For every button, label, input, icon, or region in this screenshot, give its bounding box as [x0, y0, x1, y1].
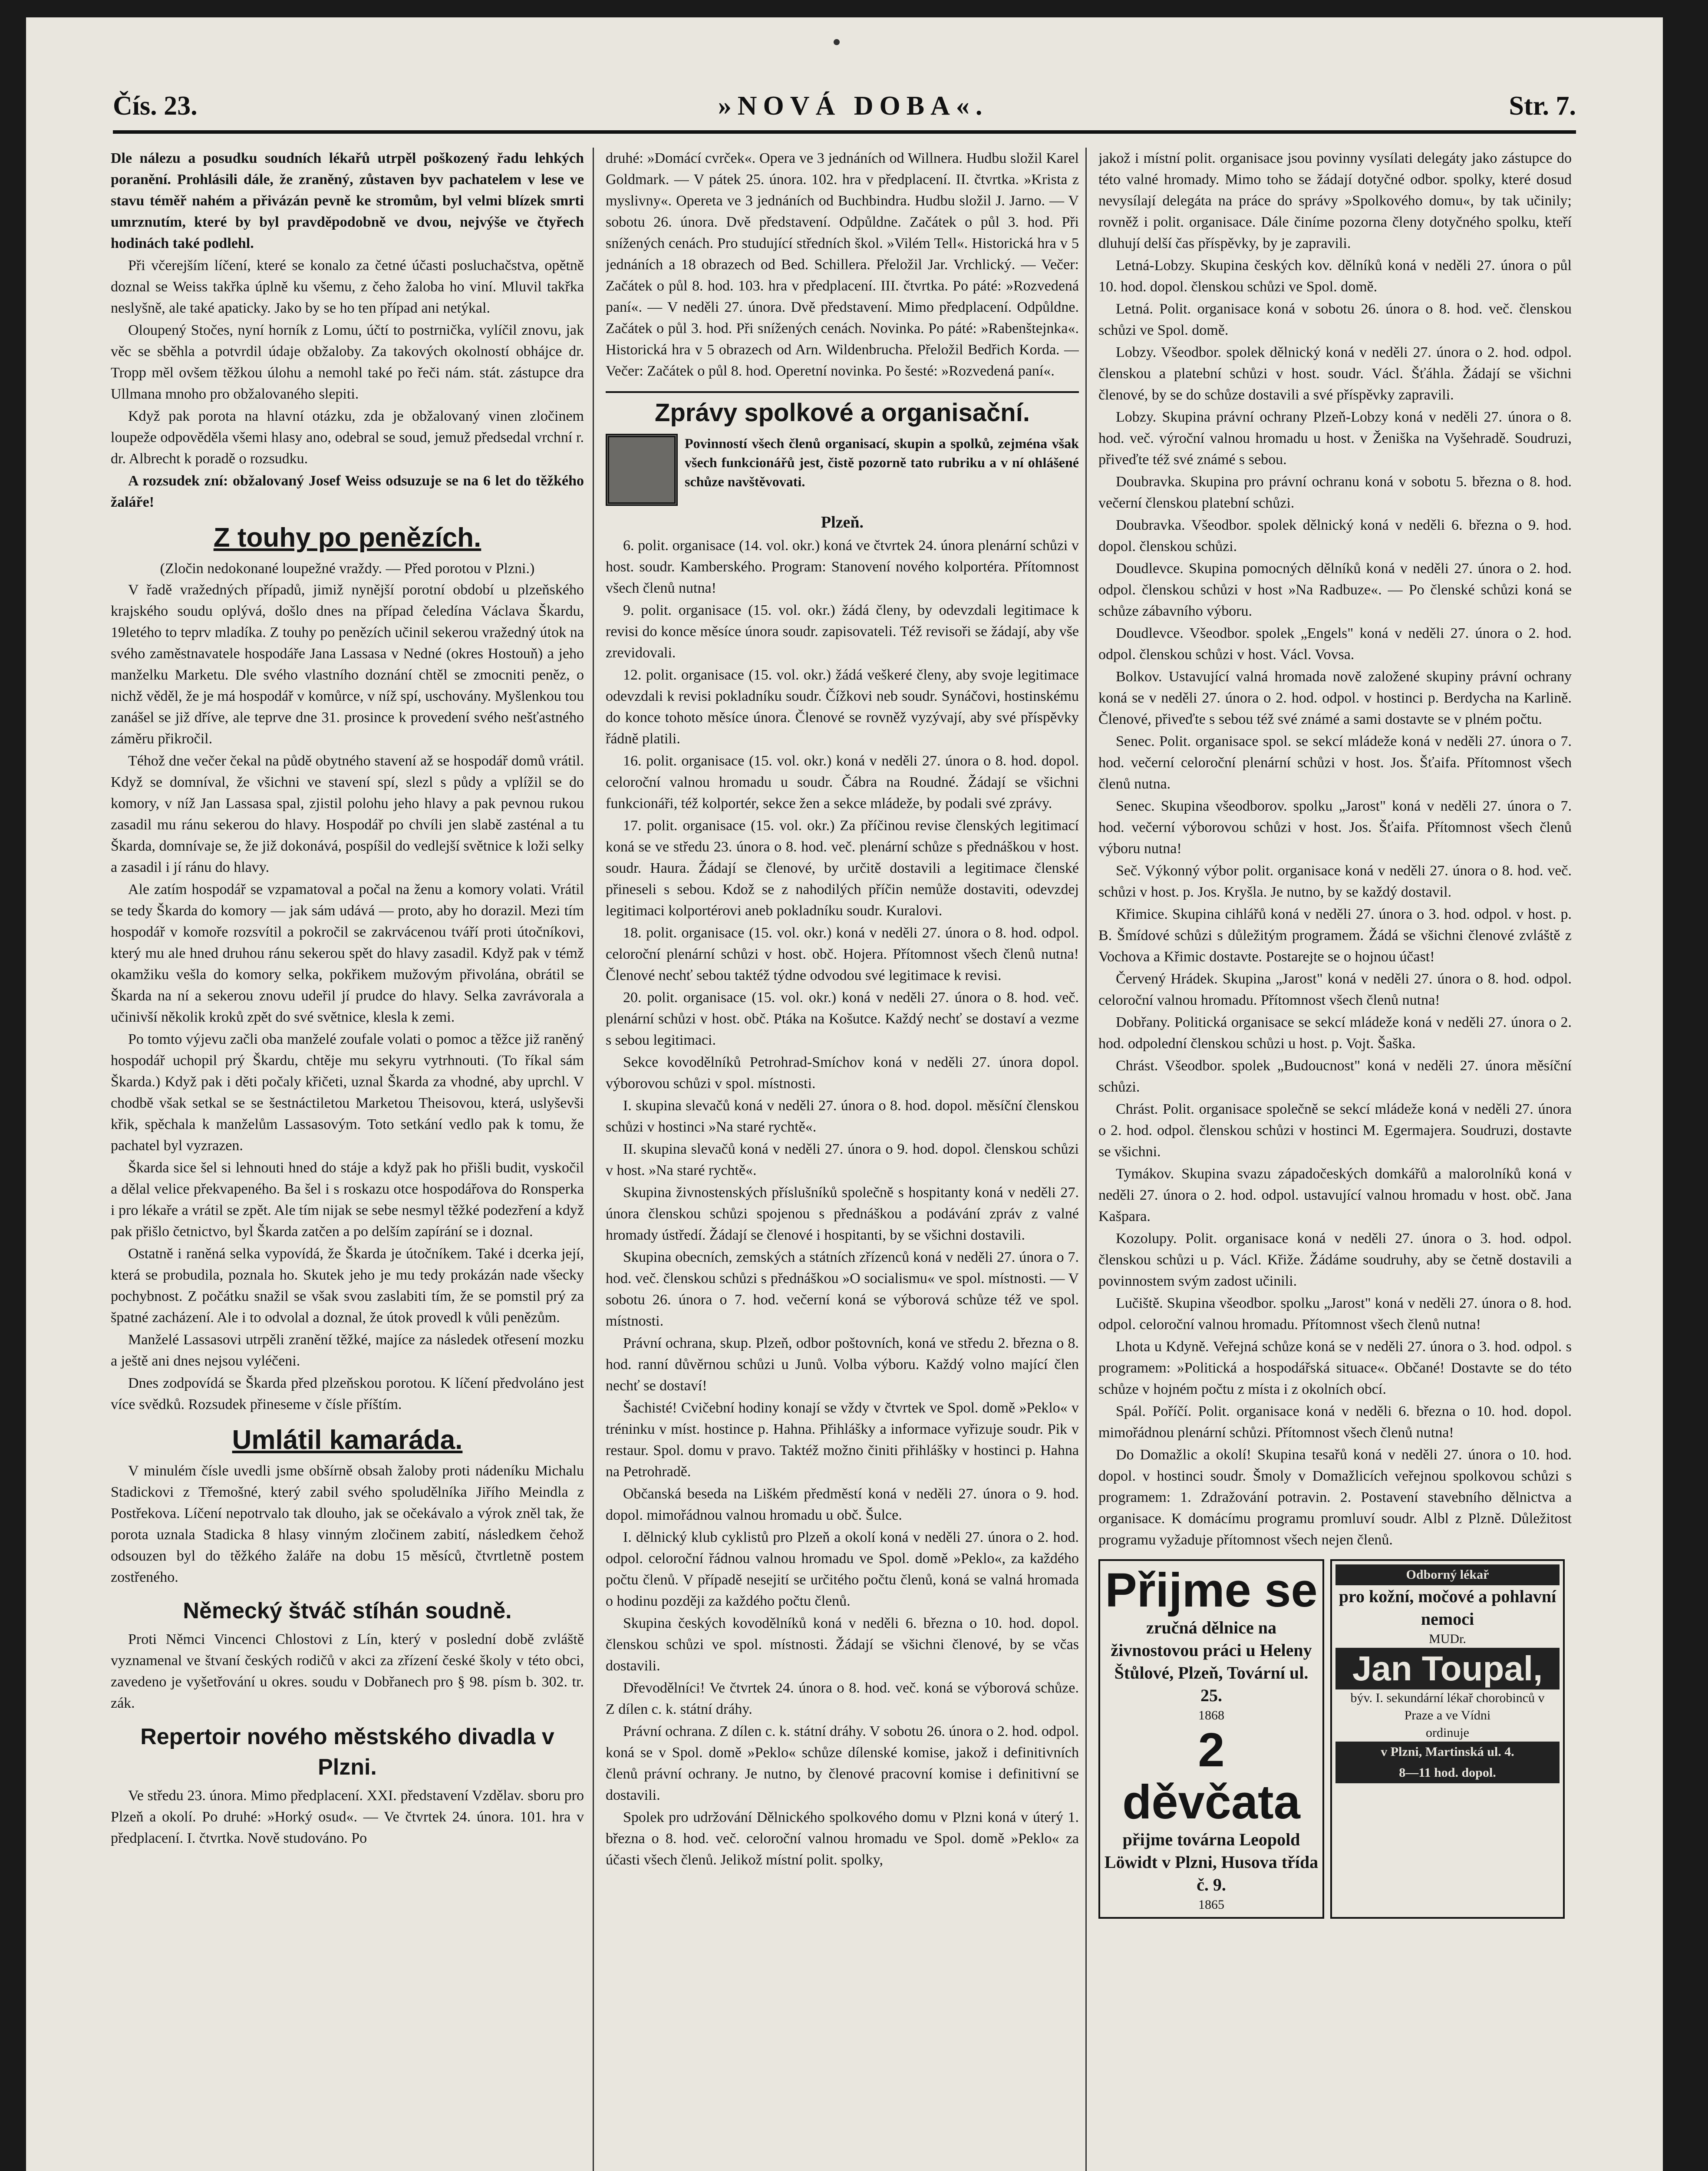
article-paragraph: Po tomto výjevu začli oba manželé zoufale volati o pomoc a těžce již raněný hospodář uchopil prý Škardu, chtěje mu sekyru vytrhnouti. (To říkal sám Škarda.) Když pak i děti počaly křičeti, uznal Škarda za vhodné, aby uprchl. V chodbě však setkal se se šestnáctiletou Marketou Theisovou, která, uslyševši křik, spěchala k manželům Lassasovým. Toto setkání vedlo pak k tomu, že pachatel byl vyzrazen. [111, 1031, 584, 1154]
announcement: Seč. Výkonný výbor polit. organisace koná v neděli 27. února o 8. hod. več. schůzi v host. p. Jos. Kryšla. Je nutno, by se každý dostavil. [1098, 863, 1572, 900]
page-header [113, 82, 1576, 122]
announcement: 12. polit. organisace (15. vol. okr.) žádá veškeré členy, aby svoje legitimace odevzdali k revisi pokladníku soudr. Čížkovi neb soudr. Synáčovi, hostinskému do konce tohoto měsíce února. Členové se rovněž vyzývají, aby své příspěvky řádně platili. [606, 667, 1079, 747]
announcement: Spál. Poříčí. Polit. organisace koná v neděli 6. března o 10. hod. dopol. mimořádnou plenární schůzi. Přítomnost všech členů nutna! [1098, 1403, 1572, 1441]
headline-nemecky-stvac: Německý štváč stíhán soudně. [183, 1598, 512, 1623]
announcement: Doubravka. Všeodbor. spolek dělnický koná v neděli 6. března o 9. hod. dopol. členskou schůzi. [1098, 517, 1572, 554]
announcement: Chrást. Všeodbor. spolek „Budoucnost" koná v neděli 27. února měsíční schůzi. [1098, 1058, 1572, 1095]
article-paragraph: V minulém čísle uvedli jsme obšírně obsah žaloby proti nádeníku Michalu Stadickovi z Třemošné, který zabil svého spoludělníka Jiřího Meindla z Postřekova. Líčení nepotrvalo tak dlouho, jak se očekávalo a výrok zněl tak, že porota uznala Stadicka 8 hlasy vinným zločinem zabití, následkem čehož odsouzen byl do těžkého žaláře na dobu 15 měsíců, čtvrtletně postem zostřeného. [111, 1463, 584, 1585]
ad-headline: Přijme se [1105, 1564, 1318, 1617]
announcement: Doudlevce. Skupina pomocných dělníků koná v neděli 27. února o 2. hod. odpol. členskou schůzi v host »Na Radbuze«. — Po členské schůzi koná se schůze zábavního výboru. [1098, 561, 1572, 619]
announcement: Křimice. Skupina cihlářů koná v neděli 27. února o 3. hod. odpol. v host. p. B. Šmídové schůzi s důležitým programem. Žádá se všichni členové zvláště z Vochova a Křimic dostavte. Postarejte se o hojnou účast! [1098, 906, 1572, 965]
article-paragraph: druhé: »Domácí cvrček«. Opera ve 3 jednáních od Willnera. Hudbu složil Karel Goldmark. — V pátek 25. února. 102. hra v předplacení. II. čtvrtka. »Krista z myslivny«. Opereta ve 3 jednáních od Buchbindra. Hudbu složil J. Jarno. — V sobotu 26. února. Dvě představení. Odpůldne. Začátek o půl 3. hod. Při snížených cenách. Pro studující středních škol. »Vilém Tell«. Historická hra v 5 jednáních a 18 obrazech od Bed. Schillera. Přeložil Jar. Vrchlický. — Večer: Začátek o půl 8. hod. 103. hra v předplacení. III. čtvrtka. Po páté: »Rozvedená paní«. — V neděli 27. února. Dvě představení. Mimo předplacení. Odpůldne. Začátek o půl 3. hod. Při snížených cenách. Novinka. Po páté: »Rabenštejnka«. Historická hra v 5 obrazech od Arn. Wildenbrucha. Přeložil Bedřich Korda. — Večer: Začátek o půl 8. hod. Operetní novinka. Po šesté: »Rozvedená paní«. [606, 150, 1079, 379]
page-speck [834, 39, 840, 45]
announcement: Lobzy. Všeodbor. spolek dělnický koná v neděli 27. února o 2. hod. odpol. členskou a platební schůzi v host. soudr. Václ. Šťáhla. Žádají se všichni členové, by se do schůze dostavili a své příspěvky zapravili. [1098, 344, 1572, 403]
column-divider-1 [593, 148, 594, 2171]
advertisements [1098, 1559, 1572, 1919]
column-2 [606, 148, 1079, 2171]
announcement: Skupina obecních, zemských a státních zřízenců koná v neděli 27. února o 7. hod. več. členskou schůzi s přednáškou »O socialismu« ve spol. místnosti. — V sobotu 26. února o 7. hod. večerní koná se výborová schůze též ve spol. místnosti. [606, 1249, 1079, 1329]
announcement: Bolkov. Ustavující valná hromada nově založené skupiny právní ochrany koná se v neděli 27. února o 2. hod. odpol. v hostinci p. Berdycha na Karlině. Členové, přiveďte s sebou též své známé a sami dostavte se v plném počtu. [1098, 669, 1572, 727]
notice-text: Povinností všech členů organisací, skupin a spolků, zejména však všech funkcionářů jest, čistě pozorně tato rubriku a v ní ohlášené schůze navštěvovati. [685, 436, 1079, 489]
announcement: 20. polit. organisace (15. vol. okr.) koná v neděli 27. února o 8. hod. več. plenární schůzi v host. obč. Ptáka na Košutce. Každý nechť se dostaví a vezme s sebou legitimaci. [606, 990, 1079, 1048]
newspaper-page [26, 17, 1663, 2171]
announcement: jakož i místní polit. organisace jsou povinny vysílati delegáty jako zástupce do této valné hromady. Mimo toho se žádají dotyčné odbor. spolky, které dosud nevysílají delegáta na práce do správy »Spolkového domu«, by tak učinily; rovněž i polit. organisace. Dále činíme pozorna členy dotyčného spolku, kteří dluhují delší čas příspěvky, by je zapravili. [1098, 150, 1572, 251]
ad-doctor-address: v Plzni, Martinská ul. 4. [1335, 1742, 1560, 1762]
ad-text-2: přijme továrna Leopold Löwidt v Plzni, Husova třída č. 9. [1104, 1830, 1319, 1894]
article-paragraph: Škarda sice šel si lehnouti hned do stáje a když pak ho přišli budit, vyskočil a dělal velice překvapeného. Ba šel i s roskazu otce hospodářova do Ronsperka i pro lékaře a vrátil se zpět. Ale tím nijak se sebe nesmyl těžké podezření a když pak přišlo četnictvo, byl Škarda zatčen a po delším zapírání se i doznal. [111, 1160, 584, 1240]
announcement: Doubravka. Skupina pro právní ochranu koná v sobotu 5. března o 8. hod. večerní členskou platební schůzi. [1098, 474, 1572, 511]
announcement: 18. polit. organisace (15. vol. okr.) koná v neděli 27. února o 8. hod. odpol. celoroční plenární schůzi v host. obč. Hojera. Přítomnost všech členů nutna! Členové nechť sebou taktéž týdne odvodou své legitimace k revisi. [606, 925, 1079, 983]
announcement: 17. polit. organisace (15. vol. okr.) Za příčinou revise členských legitimací koná se ve středu 23. února o 8. hod. več. plenární schůze s přednáškou v host. soudr. Haura. Žádají se členové, by určitě dostavili a legitimace členské přineseli s sebou. Kdož se z nahodilých příčin nemůže dostaviti, odevzdej legitimaci kolportérovi aneb pokladníku soudr. Kuralovi. [606, 818, 1079, 919]
announcement: II. skupina slevačů koná v neděli 27. února o 9. hod. dopol. členskou schůzi v host. »Na staré rychtě«. [606, 1141, 1079, 1178]
article-paragraph: Dle nálezu a posudku soudních lékařů utrpěl poškozený řadu lehkých poranění. Prohlásili dále, že zraněný, zůstaven byv pachatelem v lese ve stavu téměř nahém a přivázán pevně ke stromům, byl velmi blízek smrti umrznutím, které by byl pravděpodobně ve dvou, nejvýše ve čtyřech hodinách také podlehl. [111, 150, 584, 251]
ad-headline-2: 2 děvčata [1122, 1723, 1300, 1829]
ad-doctor-info: býv. I. sekundární lékař chorobinců v Praze a ve Vídni [1350, 1691, 1545, 1722]
announcement: Dobřany. Politická organisace se sekcí mládeže koná v neděli 27. února o 2. hod. odpolední členskou schůzi u host. p. Vojt. Šaška. [1098, 1014, 1572, 1052]
ad-doctor-hours: ordinuje [1426, 1726, 1469, 1740]
ad-doctor-name: Jan Toupal, [1335, 1648, 1560, 1689]
ad-number: 1868 [1198, 1708, 1224, 1722]
ad-number-2: 1865 [1198, 1897, 1224, 1912]
verdict-paragraph: A rozsudek zní: obžalovaný Josef Weiss odsuzuje se na 6 let do těžkého žaláře! [111, 473, 584, 510]
headline-repertoir: Repertoir nového městského divadla v Plzni. [140, 1724, 554, 1780]
headline-subtitle: (Zločin nedokonané loupežné vraždy. — Před porotou v Plzni.) [160, 561, 535, 577]
article-paragraph: Dnes zodpovídá se Škarda před plzeňskou porotou. K líčení předvoláno jest více svědků. Rozsudek přineseme v čísle příštím. [111, 1375, 584, 1412]
job-advertisement [1098, 1559, 1324, 1919]
place-heading-plzen: Plzeň. [821, 513, 864, 531]
article-paragraph: Téhož dne večer čekal na půdě obytného stavení až se hospodář domů vrátil. Když se domníval, že všichni ve stavení spí, slezl s půdy a vplížil se do komory, v níž Jan Lassasa spal, zjistil polohu jeho hlavy a pak pevnou rukou zasadil mu ránu sekerou do hlavy. Hospodář po chvíli jen slabě zasténal a tu Škarda, domnívaje se, že již dokonává, pospíšil do vedlejší světnice k loži selky a zasadil i jí ránu do hlavy. [111, 753, 584, 875]
announcement: Skupina českých kovodělníků koná v neděli 6. března o 10. hod. dopol. členskou schůzi ve spol. místnosti. Žádají se všichni členové, by se včas dostavili. [606, 1615, 1079, 1674]
announcement: Občanská beseda na Liškém předměstí koná v neděli 27. února o 9. hod. dopol. mimořádnou valnou hromadu u obč. Šulce. [606, 1486, 1079, 1523]
article-paragraph: V řadě vražedných případů, jimiž nynější porotní období u plzeňského krajského soudu oplývá, došlo dnes na případ čeledína Václava Škardu, 19letého to teprv mladíka. Z touhy po penězích učinil sekerou vražedný útok na svého zaměstnavatele hospodáře Jana Lassasa v Nedné (okres Hostouň) a jeho manželku Marketu. Dle svého vlastního doznání chtěl se zmocniti peněz, o nichž věděl, že je má hospodář v komůrce, v níž spí, uschovány. Myšlenkou tou zanášel se již dříve, ale teprve dne 31. prosince k provedení svého nešťastného záměru přikročil. [111, 582, 584, 747]
column-3 [1098, 148, 1572, 2171]
announcement: 16. polit. organisace (15. vol. okr.) koná v neděli 27. února o 8. hod. dopol. celoroční valnou hromadu u soudr. Čábra na Roudné. Žádají se všichni funkcionáři, též kolportér, sekce žen a sekce mládeže, by podali své zprávy. [606, 753, 1079, 812]
announcement: I. dělnický klub cyklistů pro Plzeň a okolí koná v neděli 27. února o 2. hod. odpol. celoroční řádnou valnou hromadu ve Spol. domě »Peklo«, za každého počtu členů. V případě nesejití se určitého počtu členů, koná se valná hromada o hodinu později za každého počtu členů. [606, 1529, 1079, 1609]
announcement: Právní ochrana. Z dílen c. k. státní dráhy. V sobotu 26. února o 2. hod. odpol. koná se v Spol. domě »Peklo« schůze dílenské komise, jakož i definitivních členů právní ochrany. Je nutno, by členové pracovní komise i definitivní se dostavili. [606, 1723, 1079, 1803]
announcement: Letná. Polit. organisace koná v sobotu 26. února o 8. hod. več. členskou schůzi ve Spol. domě. [1098, 301, 1572, 338]
article-paragraph: Když pak porota na hlavní otázku, zda je obžalovaný vinen zločinem loupeže odpověděla všemi hlasy ano, odebral se soud, jemuž předsedal vrchní r. dr. Albrecht k poradě o rozsudku. [111, 408, 584, 467]
section-heading-zpravy: Zprávy spolkové a organisační. [606, 391, 1079, 429]
announcement: Chrást. Polit. organisace společně se sekcí mládeže koná v neděli 27. února o 2. hod. odpol. členskou schůzi v hostinci M. Egermajera. Soudruzi, dostavte se všichni. [1098, 1101, 1572, 1160]
header-rule [113, 130, 1576, 134]
article-paragraph: Proti Němci Vincenci Chlostovi z Lín, který v poslední době zvláště vyznamenal ve štvaní českých rodičů v akci za zřízení české školy v této obci, zavedeno je vyšetřování u okres. soudu v Dobřanech pro § 98. písm b. 302. tr. zák. [111, 1631, 584, 1711]
announcement: Senec. Polit. organisace spol. se sekcí mládeže koná v neděli 27. února o 7. hod. večerní celoroční plenární schůzi v host. Jos. Šťaifa. Přítomnost všech členů nutna. [1098, 733, 1572, 792]
announcement: Červený Hrádek. Skupina „Jarost" koná v neděli 27. února o 8. hod. odpol. celoroční valnou hromadu. Přítomnost všech členů nutna! [1098, 971, 1572, 1008]
announcement: 9. polit. organisace (15. vol. okr.) žádá členy, by odevzdali legitimace k revisi do konce měsíce února soudr. zapisovateli. Též revisoři se žádají, aby vše zrevidovali. [606, 602, 1079, 661]
article-paragraph: Ve středu 23. února. Mimo předplacení. XXI. představení Vzdělav. sboru pro Plzeň a okolí. Po druhé: »Horký osud«. — Ve čtvrtek 24. února. 101. hra v předplacení. I. čtvrtka. Nově studováno. Po [111, 1788, 584, 1846]
ad-text: zručná dělnice na živnostovou práci u Heleny Štůlové, Plzeň, Tovární ul. 25. [1111, 1618, 1312, 1705]
announcement: Dřevodělníci! Ve čtvrtek 24. února o 8. hod. več. koná se výborová schůze. Z dílen c. k. státní dráhy. [606, 1680, 1079, 1717]
column-1 [111, 148, 584, 2171]
notice-box [606, 434, 1079, 506]
article-paragraph: Ostatně i raněná selka vypovídá, že Škarda je útočníkem. Také i dcerka její, která se probudila, poznala ho. Skutek jeho je mu tedy prokázán nade všecky pochybnost. Z počátku snažil se však svou zaslabiti tím, že se pomstil prý za špatné zacházení. Ale i to odvolal a doznal, že útok provedl k vůli penězům. [111, 1246, 584, 1326]
ad-doctor-specialty: pro kožní, močové a pohlavní nemoci [1339, 1587, 1556, 1629]
headline-z-touhy: Z touhy po penězích. [213, 523, 481, 553]
announcement: Do Domažlic a okolí! Skupina tesařů koná v neděli 27. února o 10. hod. dopol. v hostinci soudr. Šmoly v Domažlicích veřejnou spolkovou schůzi s programem: 1. Zdražování potravin. 2. Postavení stavebního dělnictva a organisace. K domácímu programu promluví soudr. Albl z Plzně. Důležitost programu vyžaduje přítomnost všech nejen členů. [1098, 1447, 1572, 1548]
headline-umlatil: Umlátil kamaráda. [232, 1425, 463, 1455]
announcement: Doudlevce. Všeodbor. spolek „Engels" koná v neděli 27. února o 2. hod. odpol. členskou schůzi v host. Václ. Vovsa. [1098, 625, 1572, 663]
announcement: Spolek pro udržování Dělnického spolkového domu v Plzni koná v úterý 1. března o 8. hod. več. celoroční valnou hromadu ve Spol. domě »Peklo« za účasti všech členů. Jelikož místní polit. spolky, [606, 1809, 1079, 1868]
announcement: Lobzy. Skupina právní ochrany Plzeň-Lobzy koná v neděli 27. února o 8. hod. več. výroční valnou hromadu u host. v Ženiška na Vyšehradě. Soudruzi, přiveďte též své známé s sebou. [1098, 409, 1572, 468]
announcement: Šachisté! Cvičební hodiny konají se vždy v čtvrtek ve Spol. domě »Peklo« v tréninku v míst. hostince p. Hahna. Přihlášky a informace vyřizuje soudr. Pik v restaur. Spol. domu v pravo. Taktéž možno činiti přihlášky v hostinci p. Hahna na Petrohradě. [606, 1400, 1079, 1480]
newspaper-title: »NOVÁ DOBA«. [718, 91, 989, 121]
announcement: Letná-Lobzy. Skupina českých kov. dělníků koná v neděli 27. února o půl 10. hod. dopol. členskou schůzi ve Spol. domě. [1098, 257, 1572, 295]
notice-ornament-icon [606, 434, 678, 506]
ad-doctor-head: Odborný lékař [1335, 1564, 1560, 1585]
article-paragraph: Manželé Lassasovi utrpěli zranění těžké, majíce za následek otřesení mozku a ještě ani dnes nejsou vyléčeni. [111, 1332, 584, 1369]
ad-doctor-title: MUDr. [1429, 1632, 1466, 1646]
issue-number: Čís. 23. [113, 91, 198, 121]
announcement: Tymákov. Skupina svazu západočeských domkářů a malorolníků koná v neděli 27. února o 2. hod. odpol. ustavující valnou hromadu v host. obč. Jana Kašpara. [1098, 1166, 1572, 1224]
announcement: Senec. Skupina všeodborov. spolku „Jarost" koná v neděli 27. února o 7. hod. večerní výborovou schůzi v host. Jos. Šťaifa. Přítomnost všech členů výboru nutna! [1098, 798, 1572, 857]
page-number: Str. 7. [1509, 91, 1576, 121]
article-paragraph: Při včerejším líčení, které se konalo za četné účasti posluchačstva, opětně doznal se Weiss takřka úplně ku všemu, z čeho žaloba ho viní. Mluvil takřka neslyšně, ale také apaticky. Jako by se ho ten případ ani netýkal. [111, 257, 584, 316]
announcement: Právní ochrana, skup. Plzeň, odbor poštovních, koná ve středu 2. března o 8. hod. ranní důvěrnou schůzi u Junů. Volba výboru. Každý volno mající člen nechť se dostaví! [606, 1335, 1079, 1394]
announcement: Sekce kovodělníků Petrohrad-Smíchov koná v neděli 27. února dopol. výborovou schůzi v spol. místnosti. [606, 1054, 1079, 1092]
article-paragraph: Ale zatím hospodář se vzpamatoval a počal na ženu a komory volati. Vrátil se tedy Škarda do komory — jak sám udává — proto, aby ho dorazil. Mezi tím hospodář v komoře rozsvítil a pokročil se zakrvácenou tváří proti útočníkovi, který mu ale hned druhou ránu sekerou spět do hlavy zasadil. Když pak v témž okamžiku vešla do komory selka, pokřikem mužovým přivolána, obrátil se Škarda na ní a sekerou znovu udeřil jí prudce do hlavy. Selka zavrávorala a učinivší několik kroků zpět do své světnice, klesla k zemi. [111, 881, 584, 1025]
article-paragraph: Oloupený Stočes, nyní horník z Lomu, účtí to postrnička, vylíčil znovu, jak věc se sběhla a potvrdil údaje obžaloby. Za takových okolností obhájce dr. Tropp měl ovšem těžkou úlohu a nemohl také po řeči nám. stát. zástupce dra Ullmana mnoho pro obžalovaného slepiti. [111, 322, 584, 402]
doctor-advertisement [1330, 1559, 1565, 1919]
announcement: 6. polit. organisace (14. vol. okr.) koná ve čtvrtek 24. února plenární schůzi v host. soudr. Kamberského. Program: Stanovení nového kolportéra. Přítomnost všech členů nutna! [606, 538, 1079, 596]
announcement: Skupina živnostenských příslušníků společně s hospitanty koná v neděli 27. února členskou schůzi spojenou s přednáškou a podávání zpráv z valné hromady ústředí. Žádají se členové i hospitanti, by se všichni dostavili. [606, 1184, 1079, 1243]
ad-doctor-time: 8—11 hod. dopol. [1335, 1762, 1560, 1783]
announcement: Lučiště. Skupina všeodbor. spolku „Jarost" koná v neděli 27. února o 8. hod. odpol. celoroční valnou hromadu. Přítomnost všech členů nutna! [1098, 1295, 1572, 1333]
column-divider-2 [1085, 148, 1087, 2171]
announcement: I. skupina slevačů koná v neděli 27. února o 8. hod. dopol. měsíční členskou schůzi v hostinci »Na staré rychtě«. [606, 1098, 1079, 1135]
announcement: Lhota u Kdyně. Veřejná schůze koná se v neděli 27. února o 3. hod. odpol. s programem: »Politická a hospodářská situace«. Občané! Dostavte se do této schůze v hojném počtu z místa i z okolních obcí. [1098, 1339, 1572, 1397]
announcement: Kozolupy. Polit. organisace koná v neděli 27. února o 3. hod. odpol. členskou schůzi u p. Václ. Křiže. Žádáme soudruhy, aby se četně dostavili a povinnostem svým zadost učinili. [1098, 1231, 1572, 1289]
